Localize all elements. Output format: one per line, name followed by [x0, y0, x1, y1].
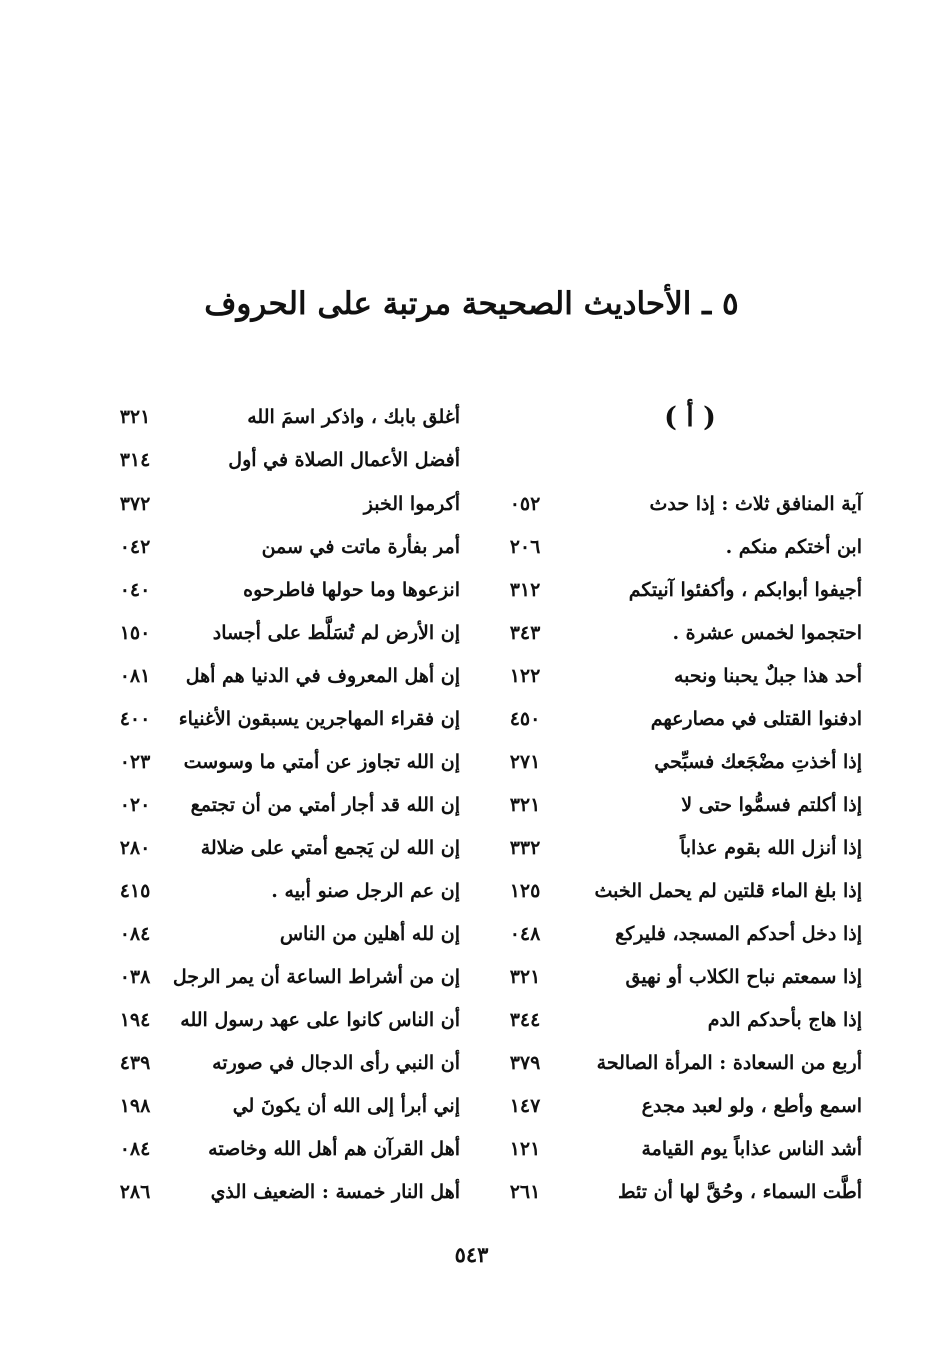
hadith-text: إني أبرأ إلى الله أن يكونَ لي: [232, 1095, 460, 1117]
section-letter-heading: ( أ ): [664, 402, 716, 433]
page-reference: ٠٥٢: [509, 493, 541, 515]
page-title: ٥ ـ الأحاديث الصحيحة مرتبة على الحروف: [204, 286, 739, 322]
list-item: [100, 785, 460, 825]
page-reference: ٣٢١: [119, 406, 151, 428]
hadith-text: إن عم الرجل صنو أبيه .: [271, 880, 460, 902]
hadith-text: أكرموا الخبز: [363, 493, 460, 515]
page-reference: ٢٦١: [509, 1181, 541, 1203]
page-reference: ٠٤٨: [509, 923, 541, 945]
hadith-text: أفضل الأعمال الصلاة في أول: [228, 449, 460, 471]
list-item: [100, 742, 460, 782]
hadith-text: إن الله تجاوز عن أمتي ما وسوست: [183, 751, 460, 773]
page-reference: ٠٣٨: [119, 966, 151, 988]
hadith-text: إذا بلغ الماء قلتين لم يحمل الخبث: [594, 880, 862, 902]
page-reference: ١٩٨: [119, 1095, 151, 1117]
list-item: [490, 527, 862, 567]
hadith-text: ادفنوا القتلى في مصارعهم: [650, 708, 862, 730]
hadith-text: إن فقراء المهاجرين يسبقون الأغنياء: [178, 708, 460, 730]
page-reference: ٠٤٠: [119, 579, 151, 601]
hadith-text: إن الأرض لم تُسَلَّط على أجساد: [212, 622, 460, 644]
page-reference: ٤٣٩: [119, 1052, 151, 1074]
list-item: [490, 484, 862, 524]
hadith-text: إذا أنزل الله بقوم عذاباً: [679, 837, 862, 859]
list-item: [100, 914, 460, 954]
page-reference: ٢٨٠: [119, 837, 151, 859]
hadith-text: أهل القرآن هم أهل الله وخاصته: [208, 1138, 460, 1160]
list-item: [100, 656, 460, 696]
hadith-text: إن الله لن يَجمع أمتي على ضلالة: [200, 837, 460, 859]
hadith-text: احتجموا لخمس عشرة .: [672, 622, 862, 644]
hadith-text: إذا دخل أحدكم المسجد، فليركع: [615, 923, 862, 945]
list-item: [490, 1086, 862, 1126]
hadith-text: ابن أختكم منكم .: [725, 536, 862, 558]
list-item: [490, 656, 862, 696]
list-item: [100, 527, 460, 567]
page-reference: ٠٤٢: [119, 536, 151, 558]
page-reference: ٣١٤: [119, 449, 151, 471]
page-reference: ٠٢٠: [119, 794, 151, 816]
hadith-text: أن النبي رأى الدجال في صورته: [212, 1052, 460, 1074]
page-reference: ٤٠٠: [119, 708, 151, 730]
page-reference: ٣٧٢: [119, 493, 151, 515]
hadith-text: إذا هاج بأحدكم الدم: [707, 1009, 862, 1031]
page-reference: ٠٨٤: [119, 1138, 151, 1160]
page-number: ٥٤٣: [454, 1242, 489, 1267]
page-reference: ٣٧٩: [509, 1052, 541, 1074]
hadith-text: أربع من السعادة : المرأة الصالحة: [596, 1052, 862, 1074]
list-item: [490, 871, 862, 911]
page-reference: ١٢٢: [509, 665, 541, 687]
list-item: [100, 828, 460, 868]
page-reference: ٢٠٦: [509, 536, 541, 558]
list-item: [100, 484, 460, 524]
page-reference: ٣٤٤: [509, 1009, 541, 1031]
page-reference: ٠٢٣: [119, 751, 151, 773]
list-item: [100, 1000, 460, 1040]
page-reference: ١٢١: [509, 1138, 541, 1160]
list-item: [490, 828, 862, 868]
list-item: [490, 1129, 862, 1169]
list-item: [490, 1000, 862, 1040]
hadith-text: أن الناس كانوا على عهد رسول الله: [180, 1009, 460, 1031]
page-reference: ١٥٠: [119, 622, 151, 644]
list-item: [490, 957, 862, 997]
page-reference: ٠٨١: [119, 665, 151, 687]
list-item: [100, 1172, 460, 1212]
list-item: [490, 1172, 862, 1212]
hadith-text: اسمع وأطع ، ولو لعبد مجدع: [641, 1095, 862, 1117]
hadith-text: أحد هذا جبلٌ يحبنا ونحبه: [673, 665, 862, 687]
page-reference: ٣٣٢: [509, 837, 541, 859]
page-reference: ١٩٤: [119, 1009, 151, 1031]
list-item: [100, 699, 460, 739]
list-item: [490, 914, 862, 954]
hadith-text: أمر بفأرة ماتت في سمن: [261, 536, 460, 558]
list-item: [100, 957, 460, 997]
list-item: [100, 613, 460, 653]
list-item: [100, 871, 460, 911]
list-item: [490, 570, 862, 610]
page-reference: ٤٥٠: [509, 708, 541, 730]
hadith-text: إن الله قد أجار أمتي من أن تجتمع: [190, 794, 460, 816]
page-reference: ٤١٥: [119, 880, 151, 902]
list-item: [100, 1086, 460, 1126]
page-reference: ٢٧١: [509, 751, 541, 773]
page-reference: ١٢٥: [509, 880, 541, 902]
list-item: [490, 699, 862, 739]
list-item: [490, 613, 862, 653]
hadith-text: إن لله أهلين من الناس: [279, 923, 460, 945]
hadith-text: أغلق بابك ، واذكر اسمَ الله: [247, 406, 460, 428]
page-reference: ١٤٧: [509, 1095, 541, 1117]
list-item: [490, 1043, 862, 1083]
page-reference: ٣٤٣: [509, 622, 541, 644]
hadith-text: أهل النار خمسة : الضعيف الذي: [210, 1181, 460, 1203]
hadith-text: انزعوها وما حولها فاطرحوه: [243, 579, 460, 601]
hadith-text: أجيفوا أبوابكم ، وأكفئوا آنيتكم: [628, 579, 862, 601]
list-item: [100, 1043, 460, 1083]
hadith-text: إذا أكلتم فسمُّوا حتى لا: [681, 794, 862, 816]
list-item: [490, 785, 862, 825]
list-item: [100, 440, 460, 480]
hadith-text: إن أهل المعروف في الدنيا هم أهل: [185, 665, 460, 687]
hadith-text: إذا أخذتِ مضْجَعك فسبِّحي: [654, 751, 862, 773]
page-reference: ٣٢١: [509, 966, 541, 988]
list-item: [100, 1129, 460, 1169]
hadith-text: إذا سمعتم نباح الكلاب أو نهيق: [625, 966, 862, 988]
page-reference: ٠٨٤: [119, 923, 151, 945]
list-item: [100, 397, 460, 437]
hadith-text: إن من أشراط الساعة أن يمر الرجل: [172, 966, 460, 988]
list-item: [100, 570, 460, 610]
hadith-text: أشد الناس عذاباً يوم القيامة: [641, 1138, 862, 1160]
page-reference: ٣١٢: [509, 579, 541, 601]
list-item: [490, 742, 862, 782]
page-reference: ٣٢١: [509, 794, 541, 816]
hadith-text: أطَّت السماء ، وحُقَّ لها أن تئط: [618, 1181, 862, 1203]
page-reference: ٢٨٦: [119, 1181, 151, 1203]
hadith-text: آية المنافق ثلاث : إذا حدث: [649, 493, 862, 515]
